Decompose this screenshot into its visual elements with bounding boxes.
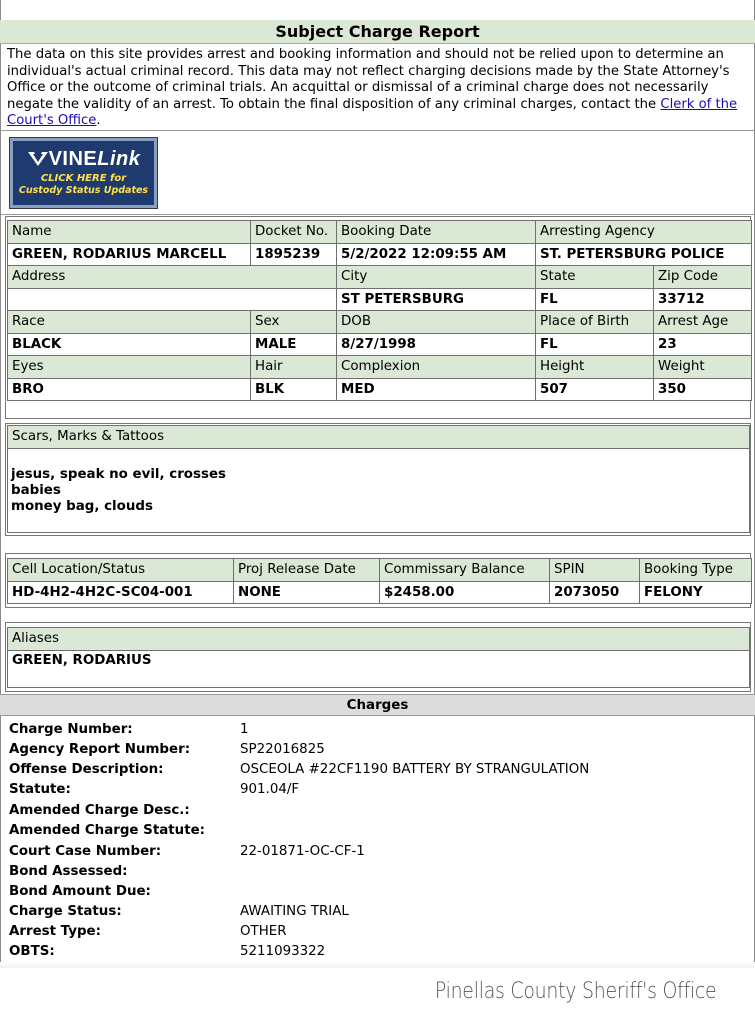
page-cutoff — [0, 962, 755, 968]
commissary-label: Commissary Balance — [380, 559, 550, 582]
booking-date-label: Booking Date — [337, 221, 536, 244]
charge-key: Arrest Type: — [9, 924, 101, 939]
charges-header: Charges — [0, 694, 755, 716]
eyes-value: BRO — [8, 378, 251, 401]
state-value: FL — [536, 288, 654, 311]
zip-label: Zip Code — [654, 266, 752, 289]
charge-key: OBTS: — [9, 944, 55, 959]
vinelink-logo-text: VINELink — [48, 147, 141, 170]
vinelink-button[interactable] — [10, 138, 157, 208]
charge-row — [9, 780, 749, 800]
release-date-label: Proj Release Date — [234, 559, 380, 582]
divider — [1, 214, 754, 215]
charge-row — [9, 922, 749, 942]
charge-key: Charge Number: — [9, 722, 133, 737]
charge-value: 5211093322 — [240, 944, 326, 959]
charge-key: Amended Charge Desc.: — [9, 803, 190, 818]
race-label: Race — [8, 311, 251, 334]
zip-value: 33712 — [654, 288, 752, 311]
name-value: GREEN, RODARIUS MARCELL — [8, 243, 251, 266]
page-title: Subject Charge Report — [0, 20, 755, 44]
scar-line: babies — [11, 483, 61, 498]
charge-key: Offense Description: — [9, 762, 164, 777]
charge-key: Statute: — [9, 782, 71, 797]
agency-label: Arresting Agency — [536, 221, 752, 244]
charge-value: 22-01871-OC-CF-1 — [240, 844, 365, 859]
complexion-value: MED — [337, 378, 536, 401]
race-value: BLACK — [8, 333, 251, 356]
vine-chevron-icon — [27, 151, 49, 167]
arrest-age-label: Arrest Age — [654, 311, 752, 334]
eyes-label: Eyes — [8, 356, 251, 379]
aliases-label: Aliases — [8, 628, 750, 651]
height-label: Height — [536, 356, 654, 379]
vinelink-sub-text: Custody Status Updates — [18, 185, 149, 196]
birthplace-label: Place of Birth — [536, 311, 654, 334]
vinelink-click-text: CLICK HERE for — [40, 173, 127, 184]
address-value — [8, 288, 337, 311]
charge-value: 901.04/F — [240, 782, 300, 797]
height-value: 507 — [536, 378, 654, 401]
state-label: State — [536, 266, 654, 289]
subject-info-table — [7, 220, 752, 401]
scars-label: Scars, Marks & Tattoos — [8, 426, 750, 449]
scars-text — [11, 467, 226, 515]
charge-row — [9, 902, 749, 922]
charge-row — [9, 882, 749, 902]
charge-row — [9, 720, 749, 740]
dob-value: 8/27/1998 — [337, 333, 536, 356]
booking-date-value: 5/2/2022 12:09:55 AM — [337, 243, 536, 266]
commissary-value: $2458.00 — [380, 581, 550, 604]
divider — [1, 130, 754, 131]
charge-row — [9, 862, 749, 882]
charge-row — [9, 842, 749, 862]
disclaimer-text: The data on this site provides arrest and booking information and should not be relied upon to determine an individual's actual criminal record. This data may not reflect charging decisions made by the State Attorney's Office or the outcome of criminal trials. An acquittal or dismissal of a criminal charge does not necessarily negate the validity of an arrest. To obtain the final disposition of any criminal charges, contact the — [7, 47, 730, 112]
complexion-label: Complexion — [337, 356, 536, 379]
charge-row — [9, 801, 749, 821]
scar-line: jesus, speak no evil, crosses — [11, 467, 227, 482]
charge-row — [9, 740, 749, 760]
scar-line: money bag, clouds — [11, 499, 153, 514]
hair-label: Hair — [251, 356, 337, 379]
cell-location-label: Cell Location/Status — [8, 559, 234, 582]
charge-value: 1 — [240, 722, 249, 737]
weight-label: Weight — [654, 356, 752, 379]
address-label: Address — [8, 266, 337, 289]
aliases-table — [7, 627, 750, 688]
photo-credit: Pinellas County Sheriff's Office — [434, 979, 716, 1004]
city-label: City — [337, 266, 536, 289]
agency-value: ST. PETERSBURG POLICE — [536, 243, 752, 266]
booking-type-value: FELONY — [640, 581, 752, 604]
disclaimer-end: . — [96, 113, 101, 129]
charge-row — [9, 821, 749, 841]
charge-row — [9, 942, 749, 962]
charge-row — [9, 760, 749, 780]
hair-value: BLK — [251, 378, 337, 401]
charge-value: OTHER — [240, 924, 287, 939]
charge-key: Agency Report Number: — [9, 742, 191, 757]
release-date-value: NONE — [234, 581, 380, 604]
birthplace-value: FL — [536, 333, 654, 356]
charge-key: Amended Charge Statute: — [9, 823, 206, 838]
charge-value: OSCEOLA #22CF1190 BATTERY BY STRANGULATION — [240, 762, 590, 777]
custody-table — [7, 558, 752, 604]
charge-key: Bond Assessed: — [9, 864, 128, 879]
name-label: Name — [8, 221, 251, 244]
charge-key: Charge Status: — [9, 904, 122, 919]
clerk-of-court-link[interactable]: Clerk of the Court's Office — [7, 96, 738, 129]
spin-label: SPIN — [550, 559, 640, 582]
sex-value: MALE — [251, 333, 337, 356]
docket-value: 1895239 — [251, 243, 337, 266]
booking-type-label: Booking Type — [640, 559, 752, 582]
sex-label: Sex — [251, 311, 337, 334]
aliases-value: GREEN, RODARIUS — [8, 650, 750, 687]
charge-key: Court Case Number: — [9, 844, 162, 859]
arrest-age-value: 23 — [654, 333, 752, 356]
dob-label: DOB — [337, 311, 536, 334]
weight-value: 350 — [654, 378, 752, 401]
vinelink-logo — [13, 148, 154, 170]
charge-value: AWAITING TRIAL — [240, 904, 349, 919]
charge-key: Bond Amount Due: — [9, 884, 151, 899]
disclaimer — [7, 47, 749, 130]
cell-location-value: HD-4H2-4H2C-SC04-001 — [8, 581, 234, 604]
charge-value: SP22016825 — [240, 742, 325, 757]
docket-label: Docket No. — [251, 221, 337, 244]
city-value: ST PETERSBURG — [337, 288, 536, 311]
spin-value: 2073050 — [550, 581, 640, 604]
